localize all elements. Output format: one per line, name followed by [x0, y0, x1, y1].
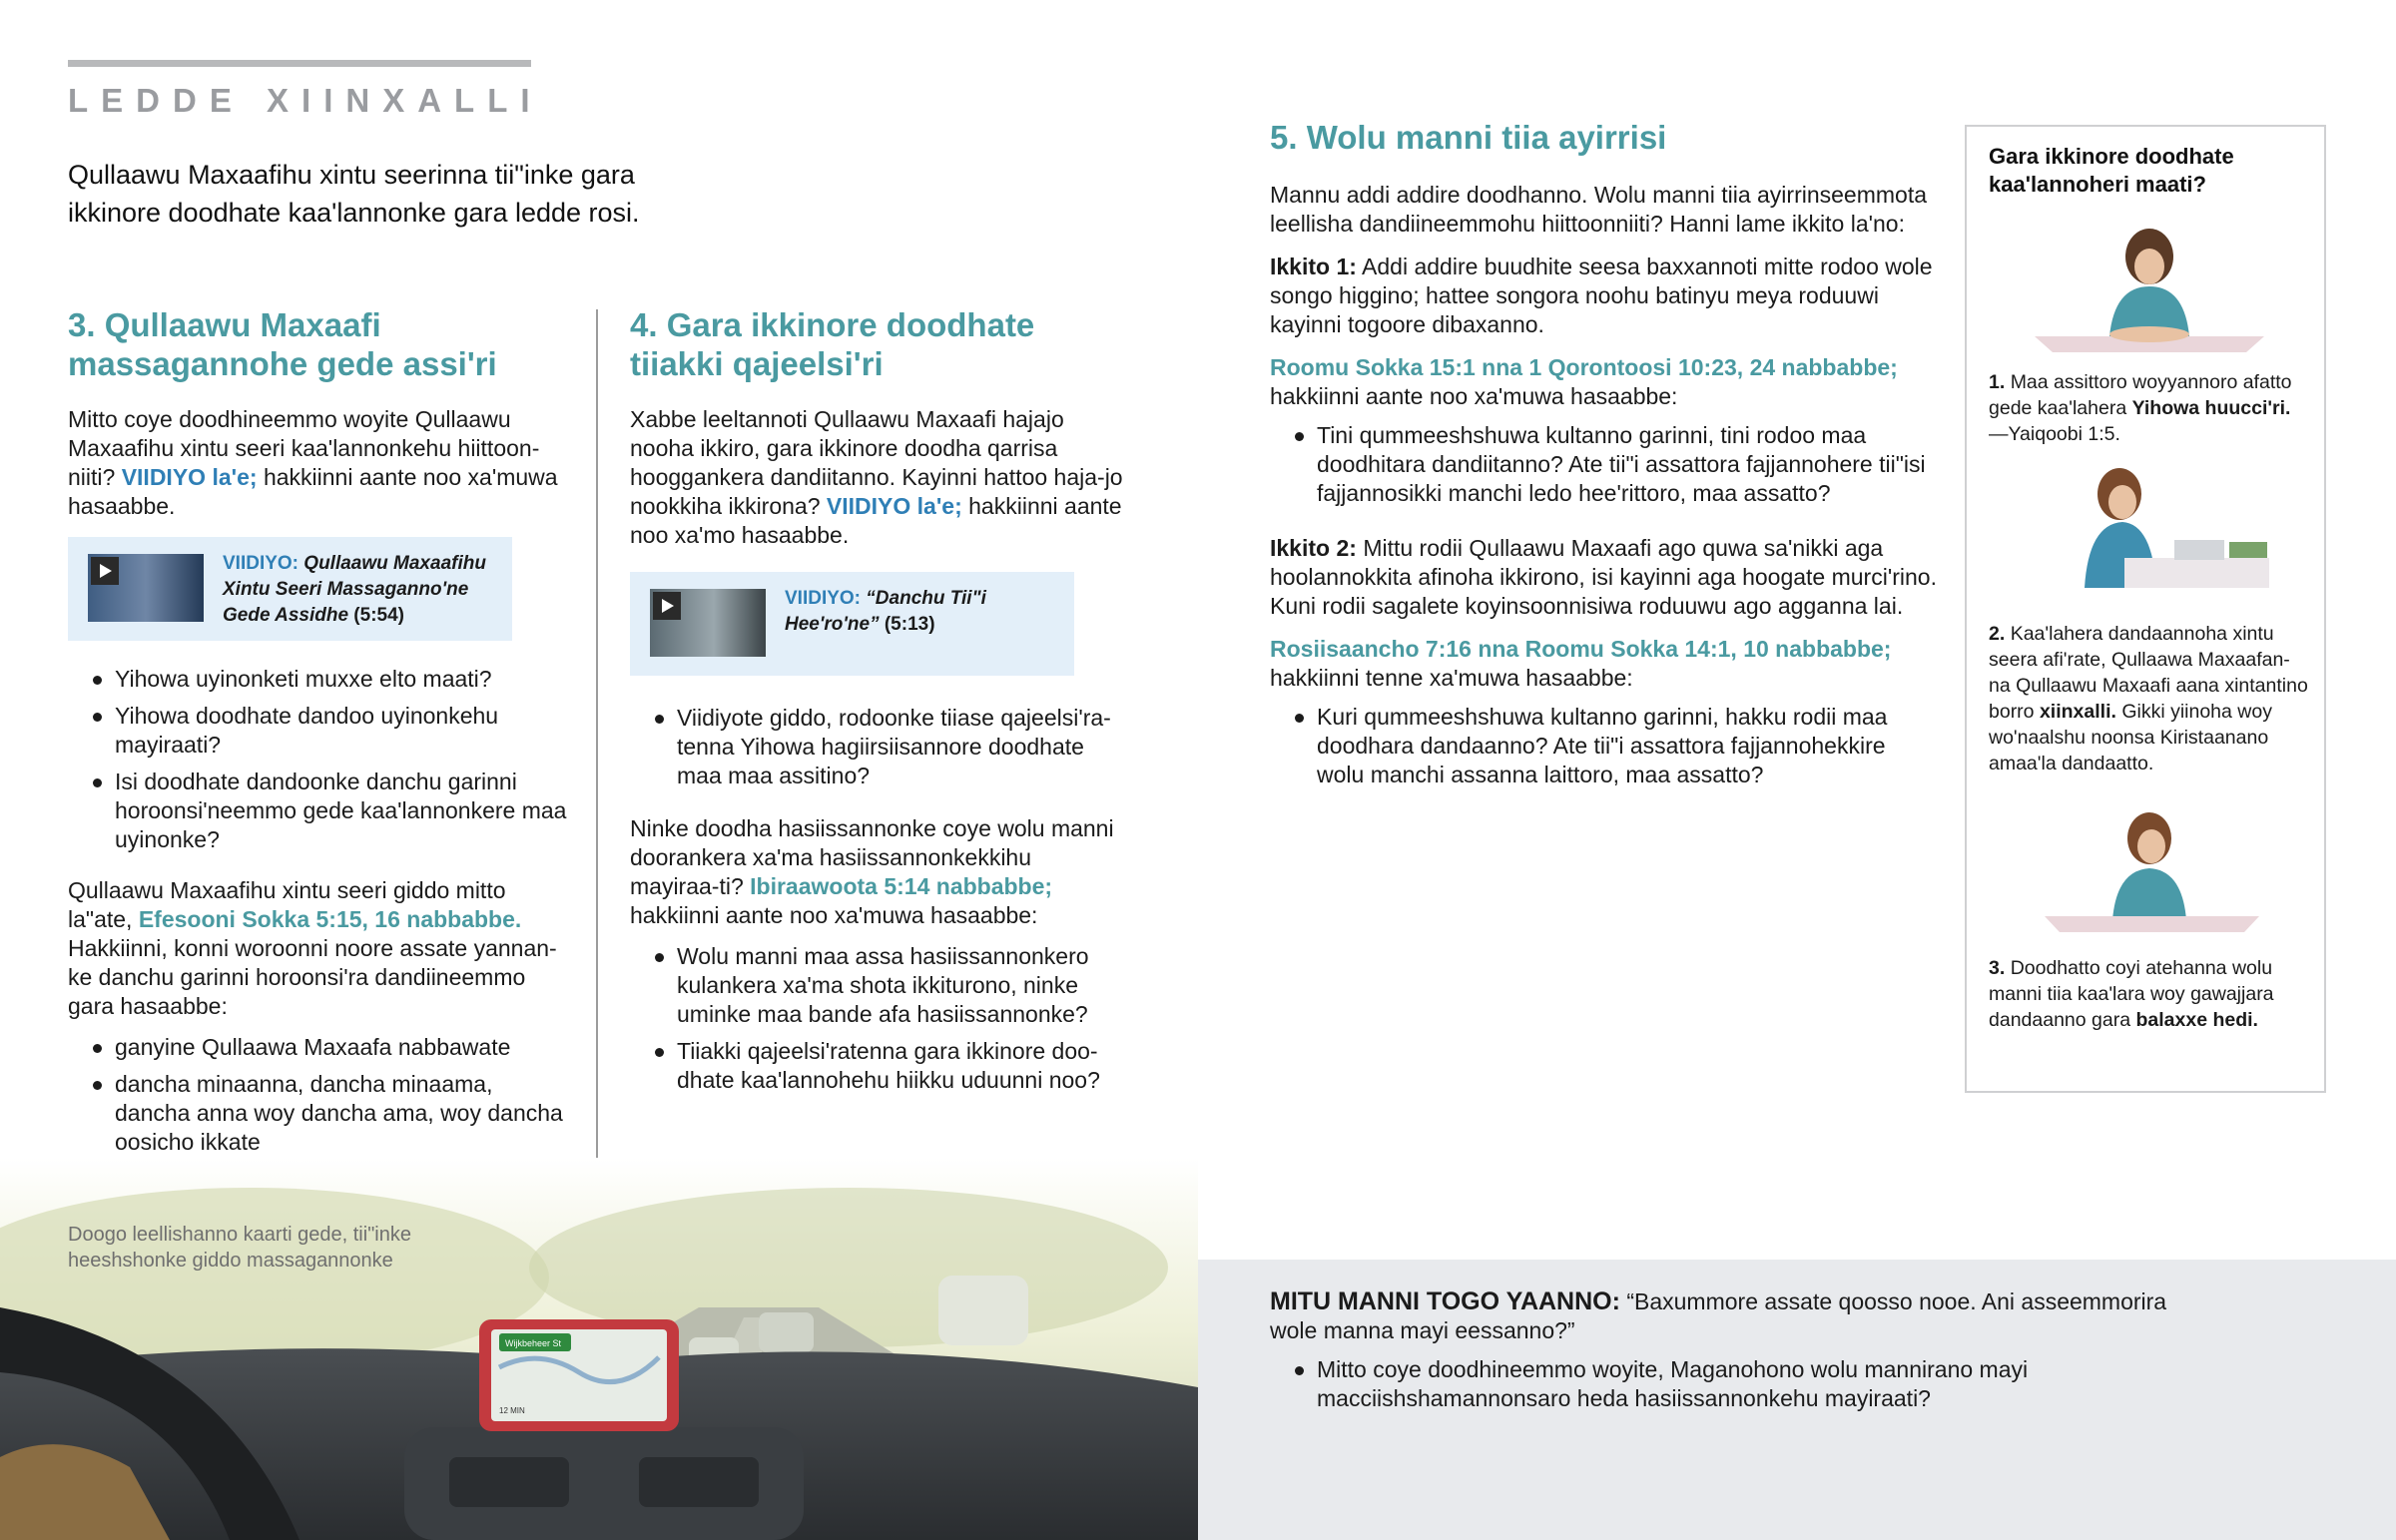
step-2: [1989, 621, 2308, 776]
section-3-paragraph-2: [68, 876, 567, 1021]
step-text: Doodhatto coyi atehanna wolu manni tiia kaa'lara woy gawajjara dandaanno gara: [1989, 957, 2274, 1031]
section-5-title: 5. Wolu manni tiia ayirrisi: [1270, 119, 1667, 156]
quote-block: [1270, 1287, 2168, 1345]
list-item: ganyine Qullaawa Maxaafa nabbawate: [68, 1033, 567, 1062]
step-number: 3.: [1989, 957, 2006, 979]
video-card[interactable]: [630, 572, 1074, 676]
scripture-link[interactable]: Efesooni Sokka 5:15, 16 nabbabbe.: [138, 906, 522, 932]
paragraph-text: Mitto coye doodhineemmo woyite Qullaawu Maxaafihu xintu seeri kaa'lannonkehu hiittoon-niiti?: [68, 406, 540, 490]
section-4: [630, 305, 1124, 1103]
studying-woman-illustration: [2025, 466, 2274, 594]
step-1: [1989, 369, 2308, 447]
play-icon[interactable]: [91, 557, 119, 585]
list-item: Yihowa doodhate dandoo uyinonkehu mayiraati?: [68, 702, 567, 760]
step-text: Maa assittoro woyyannoro afatto gede kaa'lahera: [1989, 371, 2292, 419]
sidebar-title: Gara ikkinore doodhate kaa'lannoheri maati?: [1989, 144, 2234, 197]
step-text-after: Gikki yiinoha woy wo'naalshu noonsa Kiristaanano amaa'la dandaatto.: [1989, 701, 2272, 774]
paragraph-text: hakkiinni aante noo xa'muwa hasaabbe:: [1270, 383, 1678, 409]
paragraph-text: Hakkiinni, konni woroonni noore assate yannan-ke danchu garinni horoonsi'ra dandiineemmo gara hasaabbe:: [68, 935, 557, 1019]
list-item: Tini qummeeshshuwa kultanno garinni, tini rodoo maa doodhitara dandiitanno? Ate tii"i assattora fajjannohere tii"isi fajjannosikki manchi ledo hee'rittoro, maa assatto?: [1270, 421, 1939, 508]
phone-nav-label: Wijkbeheer St: [505, 1338, 562, 1348]
section-5: [1270, 118, 1939, 797]
header-rule: [68, 60, 531, 67]
video-caption: [785, 586, 1044, 638]
video-card[interactable]: [68, 537, 512, 641]
case-text: Mittu rodii Qullaawu Maxaafi ago quwa sa'nikki aga hoolannokkita afinoha ikkirono, isi kayinni aga hoogate murci'rino. Kuni rodii sagalete koyinsoonnisiwa roduuwu ago agganna lai.: [1270, 535, 1937, 619]
step-number: 2.: [1989, 623, 2006, 645]
section-label: LEDDE XIINXALLI: [68, 82, 543, 119]
step-emphasis: xiinxalli.: [2039, 701, 2116, 723]
paragraph-text: hakkiinni tenne xa'muwa hasaabbe:: [1270, 665, 1633, 691]
paragraph-text: Qullaawu Maxaafihu xintu seeri giddo mitto la"ate,: [68, 877, 506, 932]
question-list: [68, 665, 567, 854]
video-title: Qullaawu Maxaafihu Xintu Seeri Massaganno'ne Gede Assidhe: [223, 553, 486, 626]
section-3: [68, 305, 567, 1202]
reference-1: [1270, 353, 1939, 411]
video-label: VIIDIYO:: [785, 588, 862, 609]
reference-2: [1270, 635, 1939, 693]
list-item: Isi doodhate dandoonke danchu garinni horoonsi'neemmo gede kaa'lannonkere maa uyinonke?: [68, 768, 567, 854]
column-divider: [596, 309, 598, 1180]
list-item: dancha minaanna, dancha minaama, dancha anna woy dancha ama, woy dancha oosicho ikkate: [68, 1070, 567, 1157]
question-list-2: [1270, 703, 1939, 789]
case-label: Ikkito 1:: [1270, 254, 1357, 279]
case-1: [1270, 253, 1939, 339]
question-list-2: [630, 942, 1124, 1095]
section-4-body: [630, 405, 1124, 1095]
video-thumbnail[interactable]: [650, 589, 766, 657]
paragraph-text: Xabbe leeltannoti Qullaawu Maxaafi hajajo nooha ikkiro, gara ikkinore doodha qarrisa hooggankera dandiitanno. Kayinni hattoo haja-jo nookkiha ikkirona?: [630, 406, 1123, 519]
case-text: Addi addire buudhite seesa baxxannoti mitte rodoo wole songo higgino; hattee songora noohu batinyu meya roduuwi kayinni togoore dibaxanno.: [1270, 254, 1933, 337]
case-2: [1270, 534, 1939, 621]
intro-text: Qullaawu Maxaafihu xintu seerinna tii"inke gara ikkinore doodhate kaa'lannonke gara ledde rosi.: [68, 160, 640, 228]
section-4-paragraph-2: [630, 814, 1124, 930]
section-5-intro: Mannu addi addire doodhanno. Wolu manni tiia ayirrinseemmota leellisha dandiineemmohu hiittoonniiti? Hanni lame ikkito la'no:: [1270, 182, 1928, 237]
section-3-body: [68, 405, 567, 1194]
section-3-title: 3. Qullaawu Maxaafi massagannohe gede assi'ri: [68, 306, 497, 382]
thinking-woman-illustration: [2025, 808, 2274, 936]
road-scene-image: [0, 1158, 1198, 1540]
smartphone-icon: [479, 1319, 679, 1431]
list-item: Tiiakki qajeelsi'ratenna gara ikkinore doo-dhate kaa'lannohehu hiikku uduunni noo?: [630, 1037, 1124, 1095]
list-item: Wolu manni maa assa hasiissannonkero kulankera xa'ma shota ikkiturono, ninke uminke maa bande afa hasiissannonke?: [630, 942, 1124, 1029]
bottom-quote: “Baxummore assate qoosso nooe. Ani asseemmorira wole manna mayi eessanno?”: [1270, 1288, 2167, 1343]
video-link[interactable]: VIIDIYO la'e;: [826, 493, 962, 519]
section-3-paragraph: [68, 405, 567, 521]
paragraph-text: hakkiinni aante noo xa'muwa hasaabbe:: [630, 902, 1038, 928]
question-list: [630, 704, 1124, 790]
scripture-link[interactable]: Roomu Sokka 15:1 nna 1 Qorontoosi 10:23, 24 nabbabbe;: [1270, 354, 1898, 380]
video-duration: (5:13): [884, 614, 935, 635]
scripture-link[interactable]: Rosiisaancho 7:16 nna Roomu Sokka 14:1, 10 nabbabbe;: [1270, 636, 1892, 662]
list-item: Kuri qummeeshshuwa kultanno garinni, hakku rodii maa doodhara dandaanno? Ate tii"i assattora fajjannohekkire wolu manchi assanna laittoro, maa assatto?: [1270, 703, 1939, 789]
paragraph-text: hakkiinni aante noo xa'mo hasaabbe.: [630, 493, 1122, 548]
bottom-content: [1270, 1287, 2168, 1421]
video-link[interactable]: VIIDIYO la'e;: [121, 464, 258, 490]
praying-woman-illustration: [2025, 225, 2274, 352]
video-caption: [223, 551, 497, 629]
road-scene-illustration: [0, 1158, 1198, 1540]
scripture-link[interactable]: Ibiraawoota 5:14 nabbabbe;: [750, 873, 1053, 899]
list-item: Yihowa uyinonketi muxxe elto maati?: [68, 665, 567, 694]
image-caption: Doogo leellishanno kaarti gede, tii"inke heeshshonke giddo massagannonke: [68, 1224, 411, 1272]
video-label: VIIDIYO:: [223, 553, 300, 574]
list-item: Viidiyote giddo, rodoonke tiiase qajeelsi'ra-tenna Yihowa hagiirsiisannore doodhate maa maa assitino?: [630, 704, 1124, 790]
phone-small-label: 12 MIN: [499, 1406, 525, 1415]
section-4-paragraph: [630, 405, 1124, 550]
paragraph-text: hakkiinni aante noo xa'muwa hasaabbe.: [68, 464, 558, 519]
case-label: Ikkito 2:: [1270, 535, 1357, 561]
video-title: “Danchu Tii"i Hee'ro'ne”: [785, 588, 986, 635]
step-3: [1989, 955, 2308, 1033]
step-text: Kaa'lahera dandaannoha xintu seera afi'rate, Qullaawa Maxaafan-na Qullaawu Maxaafi aana xintantino borro: [1989, 623, 2308, 723]
play-icon[interactable]: [653, 592, 681, 620]
sidebar-box: [1965, 125, 2326, 1093]
step-number: 1.: [1989, 371, 2006, 393]
question-list: [1270, 421, 1939, 508]
video-duration: (5:54): [353, 605, 404, 626]
step-reference: —Yaiqoobi 1:5.: [1989, 423, 2120, 445]
list-item: Mitto coye doodhineemmo woyite, Maganohono wolu mannirano mayi macciishshamannonsaro heda hasiissannonkehu mayiraati?: [1270, 1355, 2168, 1413]
section-4-title: 4. Gara ikkinore doodhate tiiakki qajeelsi'ri: [630, 306, 1035, 382]
bottom-heading: MITU MANNI TOGO YAANNO:: [1270, 1287, 1620, 1315]
video-thumbnail[interactable]: [88, 554, 204, 622]
step-emphasis: balaxxe hedi.: [2135, 1009, 2258, 1031]
step-emphasis: Yihowa huucci'ri.: [2131, 397, 2291, 419]
paragraph-text: Ninke doodha hasiissannonke coye wolu manni doorankera xa'ma hasiissannonkekkihu mayiraa-ti?: [630, 815, 1114, 899]
question-list: [1270, 1355, 2168, 1413]
